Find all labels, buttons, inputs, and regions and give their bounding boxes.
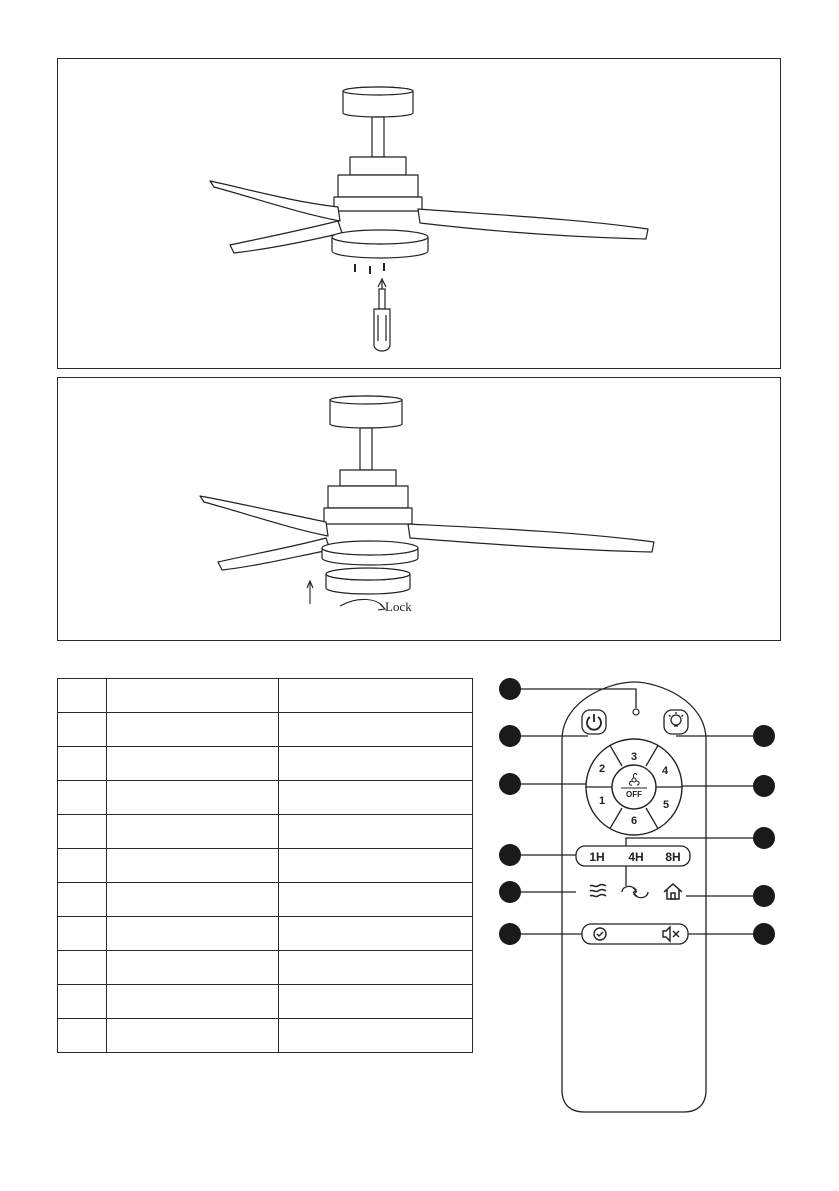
callout-7 <box>499 844 521 866</box>
table-row <box>58 747 473 781</box>
table-cell <box>279 679 473 713</box>
table-cell <box>58 815 107 849</box>
speed-button-4[interactable]: 4 <box>661 765 669 777</box>
callout-10 <box>499 923 521 945</box>
callout-6 <box>753 827 775 849</box>
callout-1 <box>499 678 521 700</box>
table-cell <box>58 1019 107 1053</box>
remote-control-svg <box>490 670 790 1120</box>
table-row <box>58 679 473 713</box>
table-cell <box>58 747 107 781</box>
timer-1h-button[interactable]: 1H <box>589 850 605 864</box>
table-row <box>58 1019 473 1053</box>
table-cell <box>58 679 107 713</box>
table-cell <box>279 883 473 917</box>
table-row <box>58 781 473 815</box>
table-cell <box>279 951 473 985</box>
speed-dial <box>586 739 682 835</box>
timer-8h-button[interactable]: 8H <box>665 850 681 864</box>
table-cell <box>106 679 279 713</box>
table-cell <box>279 781 473 815</box>
table-row <box>58 951 473 985</box>
timer-4h-button[interactable]: 4H <box>628 850 644 864</box>
table-row <box>58 917 473 951</box>
table-cell <box>279 815 473 849</box>
bottom-bar <box>582 924 688 944</box>
speed-button-6[interactable]: 6 <box>630 815 638 827</box>
table-row <box>58 883 473 917</box>
table-cell <box>279 713 473 747</box>
speed-button-5[interactable]: 5 <box>662 799 670 811</box>
table-cell <box>58 883 107 917</box>
step-figure-screw-install <box>57 58 781 369</box>
table-cell <box>106 815 279 849</box>
table-cell <box>279 849 473 883</box>
off-label: OFF <box>626 790 642 799</box>
table-cell <box>279 917 473 951</box>
table-row <box>58 713 473 747</box>
table-cell <box>58 849 107 883</box>
fan-screw-install-illustration <box>58 59 782 370</box>
callout-3 <box>753 725 775 747</box>
table-cell <box>106 917 279 951</box>
speed-button-2[interactable]: 2 <box>598 763 606 775</box>
table-cell <box>106 849 279 883</box>
power-button[interactable] <box>582 710 606 734</box>
table-cell <box>58 713 107 747</box>
table-cell <box>58 951 107 985</box>
fan-light-lock-illustration <box>58 378 782 642</box>
table-cell <box>58 781 107 815</box>
table-cell <box>58 917 107 951</box>
table-cell <box>106 985 279 1019</box>
table-cell <box>106 951 279 985</box>
indicator-led <box>633 709 639 715</box>
speed-button-1[interactable]: 1 <box>598 795 606 807</box>
table-cell <box>279 985 473 1019</box>
timer-bar <box>576 846 690 866</box>
table-cell <box>106 781 279 815</box>
table-cell <box>279 747 473 781</box>
light-button[interactable] <box>664 710 688 734</box>
lock-label: Lock <box>385 599 412 614</box>
table-cell <box>279 1019 473 1053</box>
table-cell <box>106 747 279 781</box>
remote-control-diagram <box>490 670 790 1120</box>
callout-11 <box>753 923 775 945</box>
callout-2 <box>499 725 521 747</box>
spec-table <box>57 678 473 1053</box>
callout-5 <box>753 775 775 797</box>
table-row <box>58 815 473 849</box>
speed-button-3[interactable]: 3 <box>630 751 638 763</box>
table-cell <box>106 1019 279 1053</box>
step-figure-light-lock <box>57 377 781 641</box>
callout-9 <box>753 885 775 907</box>
table-cell <box>106 883 279 917</box>
callout-4 <box>499 773 521 795</box>
off-button[interactable] <box>612 765 656 809</box>
table-cell <box>58 985 107 1019</box>
callout-8 <box>499 881 521 903</box>
table-cell <box>106 713 279 747</box>
table-row <box>58 849 473 883</box>
table-row <box>58 985 473 1019</box>
